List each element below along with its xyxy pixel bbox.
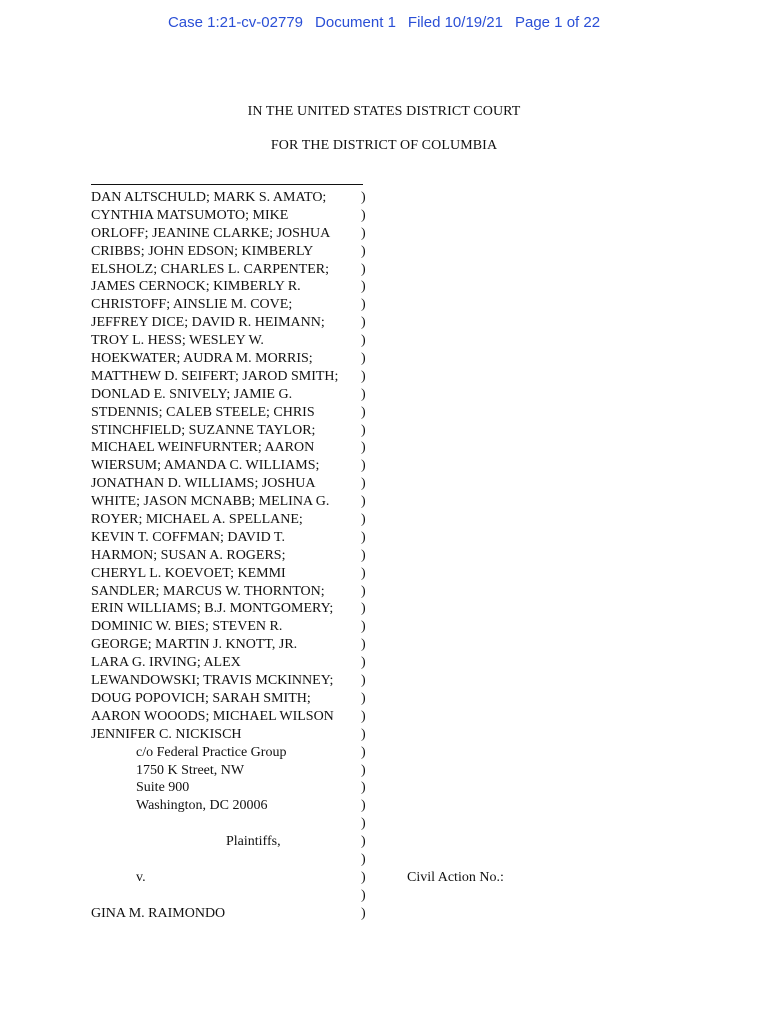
plaintiff-line: WHITE; JASON MCNABB; MELINA G. [91,494,330,510]
plaintiff-line: LARA G. IRVING; ALEX [91,655,241,671]
caption-paren: ) [361,583,366,599]
caption-row [0,422,768,440]
caption-row [0,475,768,493]
page-indicator: Page 1 of 22 [514,14,601,31]
plaintiff-line: KEVIN T. COFFMAN; DAVID T. [91,529,285,545]
caption-paren: ) [361,476,366,492]
plaintiff-line: AARON WOOODS; MICHAEL WILSON [91,708,334,724]
caption-paren: ) [361,279,366,295]
plaintiff-line: TROY L. HESS; WESLEY W. [91,333,264,349]
caption-top-rule [91,184,363,185]
caption-paren: ) [361,834,366,850]
plaintiff-line: STDENNIS; CALEB STEELE; CHRIS [91,404,315,420]
caption-row [0,869,768,887]
caption-paren: ) [361,243,366,259]
caption-paren: ) [361,207,366,223]
caption-row [0,243,768,261]
caption-paren: ) [361,386,366,402]
caption-row [0,314,768,332]
civil-action-label: Civil Action No.: [407,869,504,885]
plaintiff-line: MICHAEL WEINFURNTER; AARON [91,440,315,456]
case-number: Case 1:21-cv-02779 [167,14,304,31]
plaintiff-line: DOMINIC W. BIES; STEVEN R. [91,619,283,635]
caption-paren: ) [361,655,366,671]
caption-row [0,779,768,797]
plaintiff-line: STINCHFIELD; SUZANNE TAYLOR; [91,422,316,438]
caption-row [0,493,768,511]
caption-paren: ) [361,673,366,689]
plaintiff-line: WIERSUM; AMANDA C. WILLIAMS; [91,458,320,474]
plaintiff-line: DAN ALTSCHULD; MARK S. AMATO; [91,190,327,205]
plaintiffs-label: Plaintiffs, [226,834,281,850]
plaintiff-line: SANDLER; MARCUS W. THORNTON; [91,583,325,599]
caption-paren: ) [361,529,366,545]
caption-row [0,851,768,869]
caption-row [0,225,768,243]
caption-row [0,762,768,780]
caption-row [0,565,768,583]
plaintiff-line: DONLAD E. SNIVELY; JAMIE G. [91,386,293,402]
caption-paren: ) [361,851,366,867]
court-district: FOR THE DISTRICT OF COLUMBIA [270,138,498,153]
caption-paren: ) [361,601,366,617]
caption-paren: ) [361,726,366,742]
plaintiff-line: CHRISTOFF; AINSLIE M. COVE; [91,297,293,313]
plaintiff-line: JAMES CERNOCK; KIMBERLY R. [91,279,301,295]
caption-row [0,744,768,762]
caption-paren: ) [361,404,366,420]
caption-paren: ) [361,619,366,635]
caption-paren: ) [361,458,366,474]
caption-row [0,815,768,833]
caption-paren: ) [361,315,366,331]
caption-paren: ) [361,225,366,241]
caption-paren: ) [361,261,366,277]
address-line: c/o Federal Practice Group [136,744,287,760]
caption-row [0,189,768,207]
caption-row [0,905,768,923]
caption-paren: ) [361,816,366,832]
plaintiff-line: MATTHEW D. SEIFERT; JAROD SMITH; [91,368,339,384]
address-line: Suite 900 [136,780,190,796]
caption-row [0,690,768,708]
caption-paren: ) [361,440,366,456]
caption-paren: ) [361,368,366,384]
caption-paren: ) [361,887,366,903]
caption-paren: ) [361,512,366,528]
plaintiff-line: CYNTHIA MATSUMOTO; MIKE [91,207,289,223]
caption-paren: ) [361,690,366,706]
plaintiff-line: JENNIFER C. NICKISCH [91,726,242,742]
caption-paren: ) [361,762,366,778]
caption-row [0,583,768,601]
caption-row [0,600,768,618]
caption-row [0,797,768,815]
caption-row [0,457,768,475]
caption-row [0,261,768,279]
caption-row [0,833,768,851]
caption-paren: ) [361,869,366,885]
caption-row [0,654,768,672]
caption-row [0,278,768,296]
plaintiff-line: DOUG POPOVICH; SARAH SMITH; [91,690,311,706]
caption-row [0,332,768,350]
plaintiff-line: ROYER; MICHAEL A. SPELLANE; [91,512,303,528]
caption-paren: ) [361,744,366,760]
address-line: 1750 K Street, NW [136,762,245,778]
caption-paren: ) [361,547,366,563]
filed-date: Filed 10/19/21 [407,14,503,31]
caption-row [0,439,768,457]
plaintiff-line: JONATHAN D. WILLIAMS; JOSHUA [91,476,316,492]
caption-paren: ) [361,494,366,510]
defendant-name: GINA M. RAIMONDO [91,905,226,921]
court-name: IN THE UNITED STATES DISTRICT COURT [247,104,521,119]
case-caption [0,189,768,923]
caption-row [0,708,768,726]
plaintiff-line: HOEKWATER; AUDRA M. MORRIS; [91,351,313,367]
caption-row [0,511,768,529]
caption-paren: ) [361,190,366,205]
caption-paren: ) [361,798,366,814]
plaintiff-line: HARMON; SUSAN A. ROGERS; [91,547,286,563]
address-line: Washington, DC 20006 [136,798,268,814]
caption-paren: ) [361,297,366,313]
caption-row [0,887,768,905]
caption-paren: ) [361,708,366,724]
plaintiff-line: ORLOFF; JEANINE CLARKE; JOSHUA [91,225,331,241]
caption-paren: ) [361,905,366,921]
versus-label: v. [136,869,146,885]
plaintiff-line: GEORGE; MARTIN J. KNOTT, JR. [91,637,298,653]
caption-row [0,368,768,386]
filing-header [0,14,768,31]
caption-paren: ) [361,780,366,796]
caption-row [0,618,768,636]
caption-row [0,726,768,744]
caption-paren: ) [361,565,366,581]
caption-paren: ) [361,637,366,653]
caption-row [0,547,768,565]
plaintiff-line: LEWANDOWSKI; TRAVIS MCKINNEY; [91,673,334,689]
document-number: Document 1 [315,14,396,31]
plaintiff-line: CRIBBS; JOHN EDSON; KIMBERLY [91,243,314,259]
caption-row [0,386,768,404]
caption-row [0,296,768,314]
caption-row [0,350,768,368]
caption-row [0,529,768,547]
plaintiff-line: ELSHOLZ; CHARLES L. CARPENTER; [91,261,330,277]
plaintiff-line: ERIN WILLIAMS; B.J. MONTGOMERY; [91,601,334,617]
caption-paren: ) [361,351,366,367]
plaintiff-line: CHERYL L. KOEVOET; KEMMI [91,565,286,581]
caption-row [0,636,768,654]
caption-paren: ) [361,422,366,438]
caption-row [0,672,768,690]
caption-paren: ) [361,333,366,349]
caption-row [0,404,768,422]
caption-row [0,207,768,225]
plaintiff-line: JEFFREY DICE; DAVID R. HEIMANN; [91,315,325,331]
